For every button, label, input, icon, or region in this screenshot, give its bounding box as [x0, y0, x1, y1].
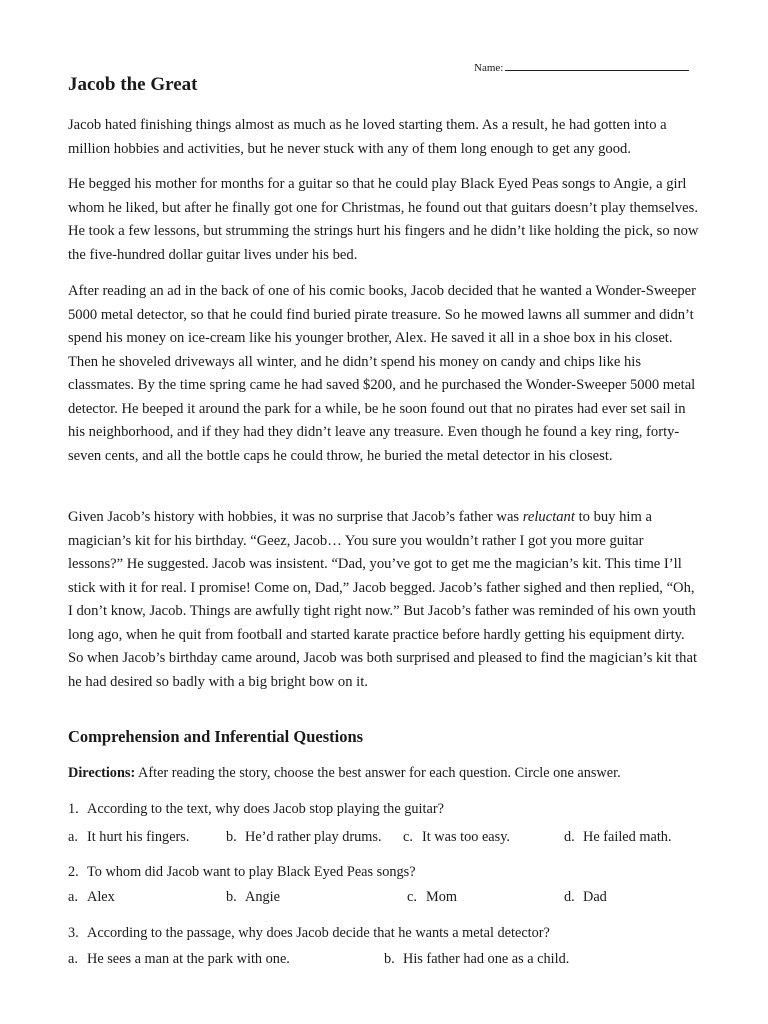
answer-letter: d.: [564, 829, 575, 845]
question-text: According to the passage, why does Jacob decide that he wants a metal detector?: [87, 925, 550, 941]
story-paragraph-3: After reading an ad in the back of one of his comic books, Jacob decided that he wanted a Wonder-Sweeper 5000 metal detector, so that he could find buried pirate treasure. So he mowed lawns all summer and didn’t spend his money on ice-cream like his younger brother, Alex. He saved it all in a shoe box in his closet. Then he shoveled driveways all winter, and he didn’t spend his money on candy and chips like his classmates. By the time spring came he had saved $200, and he purchased the Wonder-Sweeper 5000 metal detector. He beeped it around the park for a while, be he soon found out that no pirates had ever set sail in his neighborhood, and if they had they didn’t leave any treasure. Even though he found a key ring, forty-seven cents, and all the bottle caps he could throw, he buried the metal detector in his closest.: [68, 283, 697, 464]
question-text: To whom did Jacob want to play Black Eyed Peas songs?: [87, 864, 416, 880]
answer-2a[interactable]: [68, 889, 115, 906]
answer-text: It hurt his fingers.: [87, 829, 190, 845]
answer-text: Angie: [245, 889, 280, 905]
directions-text: After reading the story, choose the best answer for each question. Circle one answer.: [135, 765, 621, 781]
answer-text: It was too easy.: [422, 829, 511, 845]
story-title: Jacob the Great: [68, 74, 198, 95]
answer-letter: b.: [384, 951, 395, 967]
questions-heading: Comprehension and Inferential Questions: [68, 727, 364, 746]
name-blank[interactable]: [505, 60, 689, 71]
question-2: [68, 864, 416, 881]
answer-letter: a.: [68, 889, 78, 905]
answer-letter: a.: [68, 951, 78, 967]
answer-text: Mom: [426, 889, 457, 905]
story-paragraph-2: He begged his mother for months for a guitar so that he could play Black Eyed Peas songs to Angie, a girl whom he liked, but after he finally got one for Christmas, he found out that guitars doesn’t play themselves. He took a few lessons, but strumming the strings hurt his fingers and he didn’t like holding the pick, so now the five-hundred dollar guitar lives under his bed.: [68, 176, 699, 263]
name-label: Name:: [474, 62, 504, 74]
answer-letter: d.: [564, 889, 575, 905]
question-1: [68, 801, 444, 818]
answer-1a[interactable]: [68, 829, 189, 846]
answer-2d[interactable]: [564, 889, 607, 906]
answer-1c[interactable]: [403, 829, 510, 846]
answer-3a[interactable]: [68, 951, 290, 968]
name-line: [474, 60, 689, 74]
answer-letter: b.: [226, 889, 237, 905]
story-paragraph-4-emphasis: reluctant: [522, 509, 575, 525]
answer-text: Dad: [583, 889, 607, 905]
directions: [68, 765, 621, 782]
answer-text: Alex: [87, 889, 115, 905]
question-number: 3.: [68, 925, 79, 941]
story-paragraph-4-before: Given Jacob’s history with hobbies, it was no surprise that Jacob’s father was: [68, 509, 523, 525]
answer-text: He sees a man at the park with one.: [87, 951, 290, 967]
question-number: 2.: [68, 864, 79, 880]
answer-1b[interactable]: [226, 829, 382, 846]
answer-letter: a.: [68, 829, 78, 845]
answer-letter: c.: [403, 829, 413, 845]
question-number: 1.: [68, 801, 79, 817]
answer-1d[interactable]: [564, 829, 672, 846]
answer-letter: c.: [407, 889, 417, 905]
answer-text: He’d rather play drums.: [245, 829, 382, 845]
question-3: [68, 925, 550, 942]
directions-label: Directions:: [68, 765, 136, 781]
answer-text: He failed math.: [583, 829, 672, 845]
answer-2c[interactable]: [407, 889, 457, 906]
answer-letter: b.: [226, 829, 237, 845]
answer-text: His father had one as a child.: [403, 951, 570, 967]
story-paragraph-4: [68, 506, 700, 694]
question-text: According to the text, why does Jacob stop playing the guitar?: [87, 801, 444, 817]
answer-2b[interactable]: [226, 889, 280, 906]
answer-3b[interactable]: [384, 951, 569, 968]
story-paragraph-4-after: to buy him a magician’s kit for his birthday. “Geez, Jacob… You sure you wouldn’t rather I got you more guitar lessons?” He suggested. Jacob was insistent. “Dad, you’ve got to get me the magician’s kit. This time I’ll stick with it for real. I promise! Come on, Dad,” Jacob begged. Jacob’s father sighed and then replied, “Oh, I don’t know, Jacob. Things are awfully tight right now.” But Jacob’s father was reminded of his own youth long ago, when he quit from football and started karate practice before hardly getting his equipment dirty. So when Jacob’s birthday came around, Jacob was both surprised and pleased to find the magician’s kit that he had desired so badly with a big bright bow on it.: [68, 509, 697, 690]
story-paragraph-1: Jacob hated finishing things almost as much as he loved starting them. As a result, he had gotten into a million hobbies and activities, but he never stuck with any of them long enough to get any good.: [68, 117, 667, 157]
